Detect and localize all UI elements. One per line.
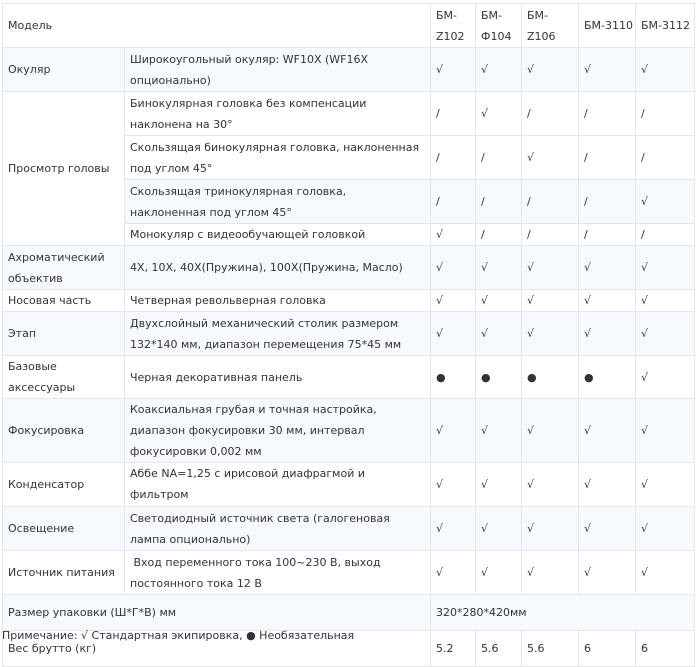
weight-value: 5.2 xyxy=(431,631,476,667)
value-cell: / xyxy=(476,136,522,180)
weight-label: Вес брутто (кг) xyxy=(3,631,431,667)
weight-value: 5.6 xyxy=(522,631,579,667)
value-cell: / xyxy=(476,180,522,224)
value-cell: √ xyxy=(476,290,522,312)
value-cell: √ xyxy=(636,246,695,290)
value-cell: √ xyxy=(431,507,476,551)
value-cell: √ xyxy=(476,507,522,551)
row-description: Двухслойный механический столик размером 132*140 мм, диапазон перемещения 75*45 мм xyxy=(125,312,431,356)
table-row xyxy=(3,246,695,290)
package-label: Размер упаковки (Ш*Г*В) мм xyxy=(3,595,431,631)
row-description: Широкоугольный окуляр: WF10X (WF16X опционально) xyxy=(125,48,431,92)
value-cell: √ xyxy=(636,312,695,356)
package-row xyxy=(3,595,695,631)
row-description: Скользящая бинокулярная головка, наклоненная под углом 45° xyxy=(125,136,431,180)
value-cell: / xyxy=(431,92,476,136)
table-row xyxy=(3,48,695,92)
row-group-label: Конденсатор xyxy=(3,463,125,507)
row-description: 4X, 10X, 40X(Пружина), 100X(Пружина, Масло) xyxy=(125,246,431,290)
value-cell: / xyxy=(522,224,579,246)
value-cell: √ xyxy=(636,551,695,595)
value-cell: / xyxy=(636,224,695,246)
row-description: Светодиодный источник света (галогеновая лампа опционально) xyxy=(125,507,431,551)
table-row xyxy=(3,551,695,595)
value-cell: √ xyxy=(522,551,579,595)
value-cell: √ xyxy=(476,463,522,507)
value-cell: √ xyxy=(636,463,695,507)
model-header: БМ-Z106 xyxy=(522,4,579,48)
value-cell: √ xyxy=(579,312,636,356)
value-cell: ● xyxy=(579,356,636,399)
value-cell: √ xyxy=(522,312,579,356)
table-row xyxy=(3,507,695,551)
spec-table xyxy=(2,3,695,667)
footnote: Примечание: √ Стандартная экипировка, ● Необязательная xyxy=(2,629,355,642)
table-row xyxy=(3,463,695,507)
row-group-label: Носовая часть xyxy=(3,290,125,312)
value-cell: √ xyxy=(522,48,579,92)
value-cell: √ xyxy=(431,48,476,92)
value-cell: √ xyxy=(522,246,579,290)
value-cell: √ xyxy=(431,246,476,290)
value-cell: √ xyxy=(579,246,636,290)
value-cell: √ xyxy=(522,463,579,507)
table-row xyxy=(3,356,695,399)
value-cell: √ xyxy=(476,399,522,463)
package-value: 320*280*420мм xyxy=(431,595,695,631)
value-cell: √ xyxy=(636,290,695,312)
value-cell: ● xyxy=(476,356,522,399)
model-header: БМ-Ф104 xyxy=(476,4,522,48)
row-description: Четверная револьверная головка xyxy=(125,290,431,312)
row-group-label: Фокусировка xyxy=(3,399,125,463)
value-cell: √ xyxy=(636,48,695,92)
value-cell: ● xyxy=(431,356,476,399)
row-group-label: Ахроматический объектив xyxy=(3,246,125,290)
value-cell: ● xyxy=(522,356,579,399)
row-group-label: Освещение xyxy=(3,507,125,551)
row-description: Скользящая тринокулярная головка, наклоненная под углом 45° xyxy=(125,180,431,224)
value-cell: √ xyxy=(636,356,695,399)
row-description: Бинокулярная головка без компенсации наклонена на 30° xyxy=(125,92,431,136)
table-row xyxy=(3,92,695,136)
value-cell: / xyxy=(579,92,636,136)
value-cell: √ xyxy=(522,290,579,312)
model-header: БМ-3112 xyxy=(636,4,695,48)
model-header: БМ-Z102 xyxy=(431,4,476,48)
value-cell: / xyxy=(636,92,695,136)
value-cell: √ xyxy=(476,312,522,356)
model-header: БМ-3110 xyxy=(579,4,636,48)
value-cell: √ xyxy=(431,551,476,595)
row-description: Вход переменного тока 100~230 В, выход постоянного тока 12 В xyxy=(125,551,431,595)
row-group-label: Окуляр xyxy=(3,48,125,92)
value-cell: √ xyxy=(431,224,476,246)
value-cell: √ xyxy=(476,551,522,595)
value-cell: √ xyxy=(431,399,476,463)
value-cell: / xyxy=(522,92,579,136)
value-cell: √ xyxy=(431,312,476,356)
value-cell: √ xyxy=(636,507,695,551)
value-cell: √ xyxy=(636,399,695,463)
header-label: Модель xyxy=(3,4,431,48)
row-group-label: Базовые аксессуары xyxy=(3,356,125,399)
value-cell: √ xyxy=(579,399,636,463)
value-cell: / xyxy=(476,224,522,246)
value-cell: / xyxy=(431,180,476,224)
value-cell: √ xyxy=(522,507,579,551)
value-cell: √ xyxy=(476,246,522,290)
row-description: Черная декоративная панель xyxy=(125,356,431,399)
weight-value: 6 xyxy=(636,631,695,667)
row-group-label: Просмотр головы xyxy=(3,92,125,246)
row-description: Коаксиальная грубая и точная настройка, диапазон фокусировки 30 мм, интервал фокусировки 0,002 мм xyxy=(125,399,431,463)
value-cell: / xyxy=(579,180,636,224)
header-row xyxy=(3,4,695,48)
table-row xyxy=(3,399,695,463)
value-cell: √ xyxy=(522,136,579,180)
row-description: Монокуляр с видеообучающей головкой xyxy=(125,224,431,246)
table-row xyxy=(3,312,695,356)
value-cell: √ xyxy=(476,92,522,136)
value-cell: √ xyxy=(579,290,636,312)
row-description: Аббе NA=1,25 с ирисовой диафрагмой и фильтром xyxy=(125,463,431,507)
value-cell: / xyxy=(579,136,636,180)
value-cell: √ xyxy=(579,463,636,507)
row-group-label: Этап xyxy=(3,312,125,356)
value-cell: / xyxy=(431,136,476,180)
value-cell: √ xyxy=(431,463,476,507)
row-group-label: Источник питания xyxy=(3,551,125,595)
value-cell: √ xyxy=(579,48,636,92)
value-cell: / xyxy=(579,224,636,246)
value-cell: √ xyxy=(476,48,522,92)
value-cell: √ xyxy=(579,551,636,595)
weight-value: 5.6 xyxy=(476,631,522,667)
value-cell: √ xyxy=(522,399,579,463)
value-cell: √ xyxy=(431,290,476,312)
table-row xyxy=(3,290,695,312)
value-cell: √ xyxy=(579,507,636,551)
value-cell: √ xyxy=(636,180,695,224)
value-cell: / xyxy=(522,180,579,224)
weight-value: 6 xyxy=(579,631,636,667)
value-cell: / xyxy=(636,136,695,180)
